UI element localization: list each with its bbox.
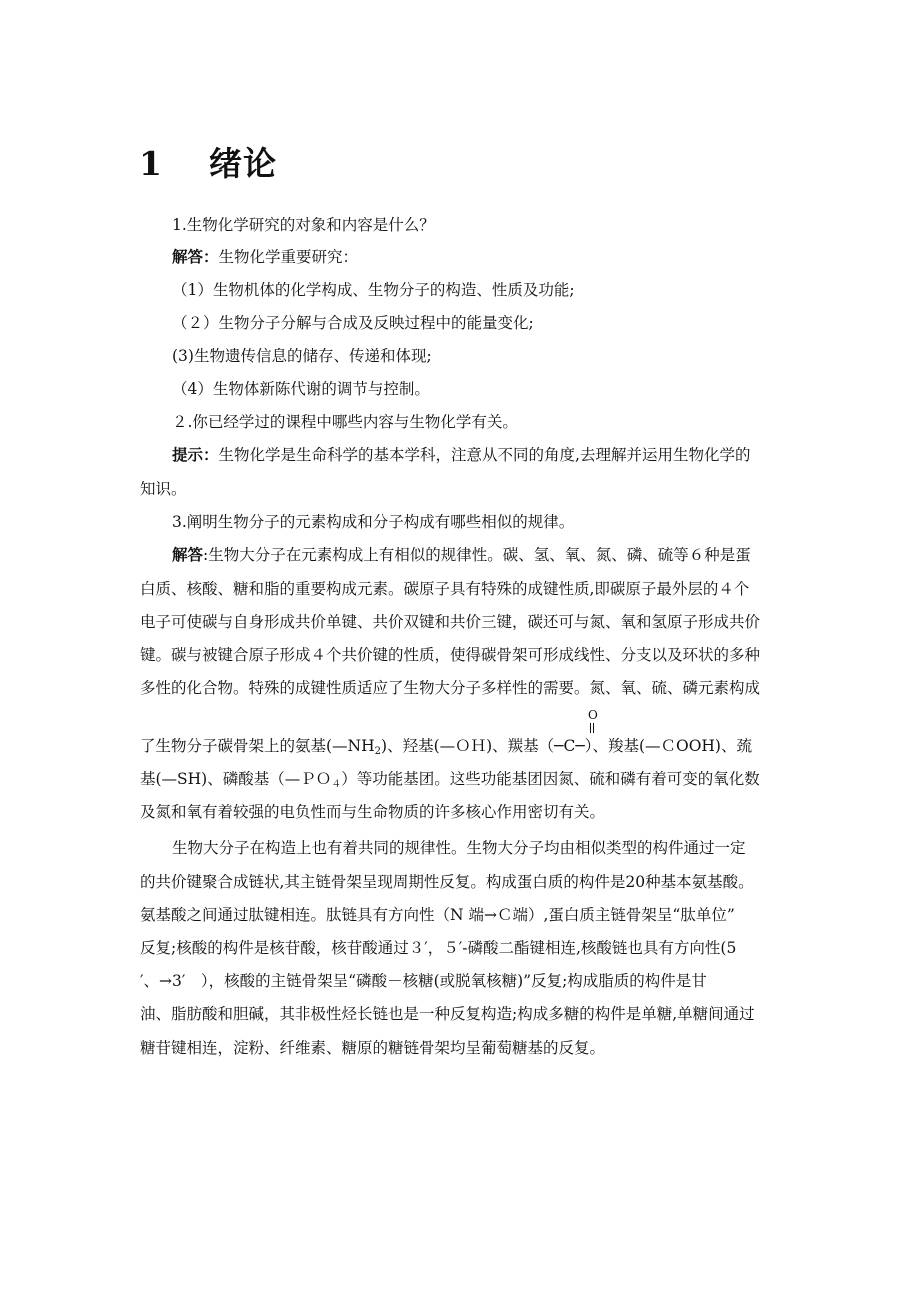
answer-3-p2-line: 氨基酸之间通过肽键相连。肽链具有方向性（N 端→Ｃ端）,蛋白质主链骨架呈“肽单位” — [140, 906, 735, 924]
answer-3-line: 多性的化合物。特殊的成键性质适应了生物大分子多样性的需要。氮、氧、硫、磷元素构成 — [140, 679, 761, 697]
question-2: ２.你已经学过的课程中哪些内容与生物化学有关。 — [172, 413, 518, 431]
formula-oxygen: O — [588, 708, 598, 722]
answer-1 — [172, 247, 822, 267]
answer-3-line: 及氮和氧有着较强的电负性而与生命物质的许多核心作用密切有关。 — [140, 803, 606, 821]
answer-3-line — [140, 736, 790, 762]
answer-3-p2-line: 的共价键聚合成链状,其主链骨架呈现周期性反复。构成蛋白质的构件是20种基本氨基酸。 — [140, 873, 754, 891]
answer-3-p2-line: ′、→3′ ），核酸的主链骨架呈“磷酸－核糖(或脱氧核糖)”反复;构成脂质的构件是甘 — [140, 972, 707, 990]
answer-3-line: 键。碳与被键合原子形成４个共价键的性质，使得碳骨架可形成线性、分支以及环状的多种 — [140, 646, 761, 664]
double-bond — [590, 723, 594, 733]
text-segment: ）等功能基团。这些功能基团因氮、硫和磷有着可变的氧化数 — [341, 770, 760, 788]
hint-2-cont: 知识。 — [140, 480, 187, 498]
question-1: 1.生物化学研究的对象和内容是什么？ — [172, 216, 435, 234]
answer-3-line — [140, 769, 790, 795]
hint-label: 提示： — [172, 445, 219, 464]
answer-3-line: 电子可使碳与自身形成共价单键、共价双键和共价三键，碳还可与氮、氧和氢原子形成共价 — [140, 613, 761, 631]
answer-label: 解答 — [172, 545, 204, 564]
text-segment: )、羟基(—ＯＨ)、羰基（ — [381, 737, 555, 755]
answer-1-item: (3)生物遗传信息的储存、传递和体现; — [172, 347, 432, 365]
answer-3-p2-line: 糖苷键相连，淀粉、纤维素、糖原的糖链骨架均呈葡萄糖基的反复。 — [140, 1039, 606, 1057]
chapter-title: 绪论 — [209, 144, 277, 183]
answer-intro: 生物化学重要研究： — [218, 248, 359, 266]
answer-3-p2-line: 反复;核酸的构件是核苷酸，核苷酸通过３′，５′-磷酸二酯键相连,核酸链也具有方向性(5 — [140, 939, 737, 957]
hint-text: 生物化学是生命科学的基本学科，注意从不同的角度,去理解并运用生物化学的 — [218, 446, 751, 464]
answer-3-line: 白质、核酸、糖和脂的重要构成元素。碳原子具有特殊的成键性质,即碳原子最外层的４个 — [140, 580, 750, 598]
answer-label: 解答： — [172, 247, 219, 266]
subscript: 2 — [374, 746, 382, 757]
answer-3-p2-line: 油、脂肪酸和胆碱，其非极性烃长链也是一种反复构造;构成多糖的构件是单糖,单糖间通过 — [140, 1005, 755, 1023]
question-3: 3.阐明生物分子的元素构成和分子构成有哪些相似的规律。 — [172, 513, 575, 531]
chapter-heading — [139, 138, 277, 185]
answer-3-line — [172, 545, 822, 565]
text-segment: 基(—SH)、磷酸基（—ＰＯ — [140, 770, 332, 788]
answer-text: :生物大分子在元素构成上有相似的规律性。碳、氢、氧、氮、磷、硫等６种是蛋 — [203, 546, 751, 564]
answer-1-item: （4）生物体新陈代谢的调节与控制。 — [172, 380, 430, 398]
subscript: ４ — [331, 779, 342, 790]
answer-1-item: （1）生物机体的化学构成、生物分子的构造、性质及功能; — [172, 281, 575, 299]
answer-3-p2-line: 生物大分子在构造上也有着共同的规律性。生物大分子均由相似类型的构件通过一定 — [172, 839, 746, 857]
answer-1-item: （２）生物分子分解与合成及反映过程中的能量变化; — [172, 314, 534, 332]
text-segment: ）、羧基(—ＣOOH)、巯 — [584, 737, 752, 755]
hint-2 — [172, 445, 790, 465]
text-segment: 了生物分子碳骨架上的氨基(—NH — [140, 737, 375, 755]
chapter-number: 1 — [139, 144, 163, 183]
formula-carbon: ─C─ — [554, 737, 585, 755]
